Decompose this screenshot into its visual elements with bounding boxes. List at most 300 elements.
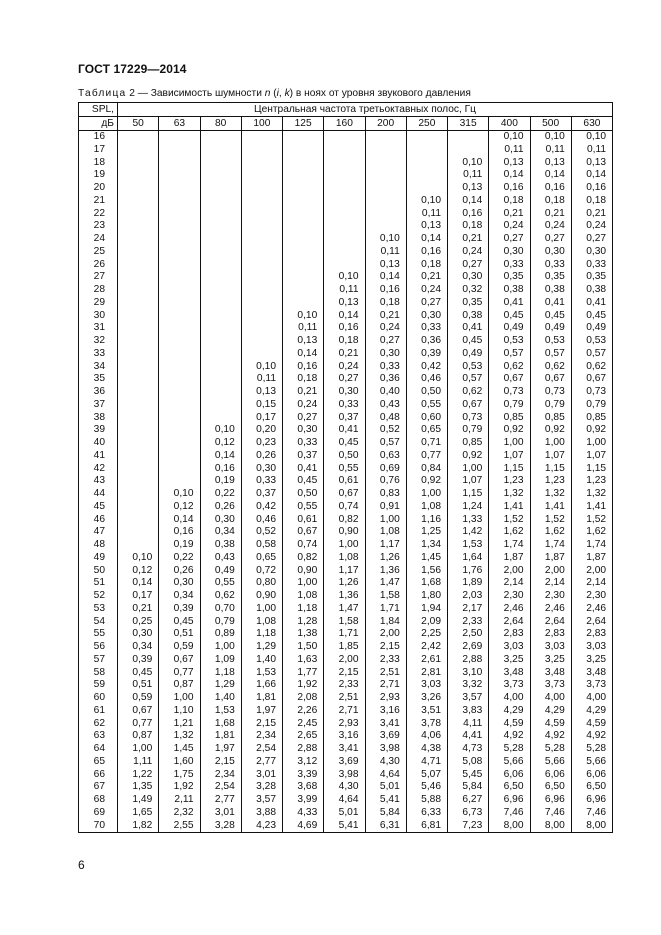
- noise-value-cell: 0,24: [530, 220, 571, 233]
- noise-value-cell: 0,50: [406, 386, 447, 399]
- noise-value-cell: 3,10: [448, 667, 489, 680]
- table-row: [79, 565, 613, 578]
- noise-value-cell: 1,23: [530, 475, 571, 488]
- noise-value-cell: 4,71: [406, 756, 447, 769]
- noise-value-cell: 6,81: [406, 820, 447, 833]
- noise-value-cell: [118, 220, 159, 233]
- noise-value-cell: 0,15: [241, 399, 282, 412]
- noise-value-cell: 0,26: [200, 501, 241, 514]
- noise-value-cell: [324, 233, 365, 246]
- noise-value-cell: 0,79: [489, 399, 530, 412]
- noise-value-cell: 0,85: [489, 412, 530, 425]
- spl-value-cell: 21: [79, 195, 118, 208]
- noise-value-cell: 1,18: [241, 628, 282, 641]
- table-row: [79, 284, 613, 297]
- noise-value-cell: [283, 271, 324, 284]
- noise-value-cell: 0,55: [200, 577, 241, 590]
- noise-value-cell: [118, 182, 159, 195]
- noise-value-cell: 1,32: [489, 488, 530, 501]
- noise-value-cell: 0,26: [241, 450, 282, 463]
- noise-value-cell: 0,14: [283, 348, 324, 361]
- noise-value-cell: 1,62: [571, 526, 612, 539]
- noise-value-cell: [283, 220, 324, 233]
- noise-value-cell: 3,28: [200, 820, 241, 833]
- noise-value-cell: [324, 220, 365, 233]
- noise-value-cell: 1,97: [200, 743, 241, 756]
- table-row: [79, 310, 613, 323]
- noise-value-cell: 0,10: [365, 233, 406, 246]
- table-row: [79, 628, 613, 641]
- noise-value-cell: 0,14: [200, 450, 241, 463]
- noise-value-cell: 2,33: [324, 679, 365, 692]
- noise-value-cell: 0,49: [571, 322, 612, 335]
- noise-value-cell: 0,18: [283, 373, 324, 386]
- noise-value-cell: 0,16: [571, 182, 612, 195]
- noise-value-cell: 0,34: [200, 526, 241, 539]
- noise-value-cell: 1,76: [448, 565, 489, 578]
- noise-value-cell: 1,52: [571, 514, 612, 527]
- caption-symbol: n: [264, 88, 271, 99]
- noise-value-cell: [406, 182, 447, 195]
- noise-value-cell: 0,10: [200, 424, 241, 437]
- spl-value-cell: 63: [79, 730, 118, 743]
- page-number: 6: [78, 858, 85, 872]
- table-row: [79, 424, 613, 437]
- noise-value-cell: 0,33: [406, 322, 447, 335]
- noise-value-cell: [118, 526, 159, 539]
- noise-value-cell: [118, 297, 159, 310]
- spl-value-cell: 45: [79, 501, 118, 514]
- spl-value-cell: 33: [79, 348, 118, 361]
- noise-value-cell: [283, 169, 324, 182]
- noise-value-cell: 5,84: [448, 781, 489, 794]
- noise-value-cell: 2,15: [200, 756, 241, 769]
- noise-value-cell: [365, 208, 406, 221]
- noise-value-cell: 2,88: [448, 654, 489, 667]
- table-row: [79, 552, 613, 565]
- spl-value-cell: 44: [79, 488, 118, 501]
- noise-value-cell: 1,60: [159, 756, 200, 769]
- noise-value-cell: [324, 144, 365, 157]
- table-row: [79, 169, 613, 182]
- noise-value-cell: 7,46: [530, 807, 571, 820]
- noise-value-cell: 0,67: [159, 654, 200, 667]
- noise-value-cell: 4,06: [406, 730, 447, 743]
- noise-value-cell: [324, 182, 365, 195]
- noise-value-cell: 0,85: [571, 412, 612, 425]
- noise-value-cell: 0,38: [200, 539, 241, 552]
- noise-value-cell: 2,00: [571, 565, 612, 578]
- noise-value-cell: 1,77: [283, 667, 324, 680]
- noise-value-cell: 1,94: [406, 603, 447, 616]
- noise-value-cell: 1,41: [489, 501, 530, 514]
- noise-value-cell: 1,26: [324, 577, 365, 590]
- noise-value-cell: 0,33: [241, 475, 282, 488]
- table-row: [79, 705, 613, 718]
- noise-value-cell: 2,46: [571, 603, 612, 616]
- noise-value-cell: 1,00: [200, 641, 241, 654]
- table-row: [79, 386, 613, 399]
- noise-value-cell: 2,00: [530, 565, 571, 578]
- noise-value-cell: 0,41: [324, 424, 365, 437]
- noise-value-cell: [159, 386, 200, 399]
- table-header: [79, 103, 613, 131]
- noise-value-cell: 2,32: [159, 807, 200, 820]
- table-row: [79, 514, 613, 527]
- noise-value-cell: 1,58: [324, 616, 365, 629]
- noise-value-cell: 2,30: [530, 590, 571, 603]
- caption-var-k: k: [284, 88, 290, 99]
- noise-value-cell: [118, 310, 159, 323]
- spl-value-cell: 25: [79, 246, 118, 259]
- noise-value-cell: 0,35: [530, 271, 571, 284]
- frequency-header: 400: [489, 117, 530, 131]
- spl-value-cell: 32: [79, 335, 118, 348]
- noise-value-cell: 0,30: [241, 463, 282, 476]
- noise-value-cell: 0,35: [489, 271, 530, 284]
- noise-value-cell: 0,10: [448, 157, 489, 170]
- noise-value-cell: 4,00: [489, 692, 530, 705]
- noise-value-cell: [159, 475, 200, 488]
- noise-value-cell: 4,92: [530, 730, 571, 743]
- noise-value-cell: 2,34: [200, 769, 241, 782]
- noise-value-cell: [118, 450, 159, 463]
- noise-value-cell: 0,46: [406, 373, 447, 386]
- frequency-header: 160: [324, 117, 365, 131]
- noise-value-cell: 3,48: [489, 667, 530, 680]
- noise-value-cell: 0,14: [448, 195, 489, 208]
- spl-value-cell: 37: [79, 399, 118, 412]
- noise-value-cell: 3,88: [241, 807, 282, 820]
- noise-value-cell: 3,32: [448, 679, 489, 692]
- table-row: [79, 450, 613, 463]
- noise-value-cell: 0,21: [118, 603, 159, 616]
- noise-value-cell: 1,87: [489, 552, 530, 565]
- noise-value-cell: [159, 144, 200, 157]
- noise-value-cell: 4,30: [324, 781, 365, 794]
- noise-value-cell: [118, 144, 159, 157]
- noise-value-cell: 2,30: [571, 590, 612, 603]
- noise-value-cell: 1,35: [118, 781, 159, 794]
- noise-value-cell: 3,25: [489, 654, 530, 667]
- noise-value-cell: [159, 182, 200, 195]
- noise-value-cell: 8,00: [571, 820, 612, 833]
- spl-unit-header: дБ: [79, 117, 118, 131]
- noise-value-cell: 0,24: [365, 322, 406, 335]
- noise-value-cell: 4,64: [324, 794, 365, 807]
- noise-value-cell: 2,46: [489, 603, 530, 616]
- noise-value-cell: 0,17: [118, 590, 159, 603]
- noise-value-cell: [241, 182, 282, 195]
- noise-value-cell: 0,21: [530, 208, 571, 221]
- noise-value-cell: [283, 182, 324, 195]
- noise-value-cell: 3,69: [324, 756, 365, 769]
- document-code: ГОСТ 17229—2014: [78, 62, 187, 76]
- noise-value-cell: 3,16: [365, 705, 406, 718]
- noise-value-cell: 0,92: [571, 424, 612, 437]
- noise-value-cell: [118, 412, 159, 425]
- noise-value-cell: 2,93: [324, 718, 365, 731]
- noise-value-cell: 2,03: [448, 590, 489, 603]
- noise-value-cell: 3,68: [283, 781, 324, 794]
- noise-value-cell: 2,11: [159, 794, 200, 807]
- noise-value-cell: 0,91: [365, 501, 406, 514]
- noise-value-cell: 1,07: [489, 450, 530, 463]
- noise-value-cell: 2,64: [530, 616, 571, 629]
- noise-value-cell: 0,11: [489, 144, 530, 157]
- noise-value-cell: 2,45: [283, 718, 324, 731]
- noise-value-cell: 0,10: [159, 488, 200, 501]
- noise-value-cell: 4,64: [365, 769, 406, 782]
- noise-value-cell: [118, 335, 159, 348]
- noise-value-cell: 0,62: [200, 590, 241, 603]
- noise-value-cell: 1,21: [159, 718, 200, 731]
- noise-value-cell: 5,66: [489, 756, 530, 769]
- spl-value-cell: 50: [79, 565, 118, 578]
- noise-value-cell: 0,24: [324, 361, 365, 374]
- noise-value-cell: 1,23: [571, 475, 612, 488]
- noise-value-cell: 1,71: [365, 603, 406, 616]
- noise-value-cell: 2,69: [448, 641, 489, 654]
- noise-value-cell: 1,36: [365, 565, 406, 578]
- noise-value-cell: 0,42: [406, 361, 447, 374]
- noise-value-cell: 0,58: [241, 539, 282, 552]
- noise-value-cell: 2,17: [448, 603, 489, 616]
- noise-value-cell: 1,11: [118, 756, 159, 769]
- spl-value-cell: 65: [79, 756, 118, 769]
- noise-value-cell: 1,15: [530, 463, 571, 476]
- noise-value-cell: [241, 195, 282, 208]
- noise-value-cell: 0,59: [159, 641, 200, 654]
- noise-value-cell: 0,34: [118, 641, 159, 654]
- noise-value-cell: [118, 539, 159, 552]
- caption-paren-open: (: [270, 88, 277, 99]
- noise-value-cell: 4,30: [365, 756, 406, 769]
- noise-value-cell: [200, 335, 241, 348]
- noise-value-cell: [118, 195, 159, 208]
- noise-value-cell: 2,65: [283, 730, 324, 743]
- noise-value-cell: 0,38: [571, 284, 612, 297]
- noise-value-cell: [118, 488, 159, 501]
- noise-value-cell: [241, 335, 282, 348]
- noise-value-cell: 3,12: [283, 756, 324, 769]
- noise-value-cell: [200, 144, 241, 157]
- noise-value-cell: [118, 246, 159, 259]
- noise-value-cell: 0,92: [489, 424, 530, 437]
- noise-value-cell: 1,32: [530, 488, 571, 501]
- spl-value-cell: 24: [79, 233, 118, 246]
- noise-value-cell: 7,46: [489, 807, 530, 820]
- noise-value-cell: 0,79: [200, 616, 241, 629]
- noise-value-cell: 0,60: [406, 412, 447, 425]
- table-row: [79, 501, 613, 514]
- table-row: [79, 475, 613, 488]
- noise-value-cell: [159, 157, 200, 170]
- noise-value-cell: [200, 271, 241, 284]
- caption-comma: ,: [278, 88, 285, 99]
- noise-value-cell: 1,85: [324, 641, 365, 654]
- noise-value-cell: 0,83: [365, 488, 406, 501]
- noise-value-cell: [159, 195, 200, 208]
- noise-value-cell: 2,15: [241, 718, 282, 731]
- noise-value-cell: 0,84: [406, 463, 447, 476]
- noise-value-cell: 3,03: [489, 641, 530, 654]
- noise-value-cell: 1,50: [283, 641, 324, 654]
- noise-value-cell: [200, 322, 241, 335]
- table-row: [79, 603, 613, 616]
- noise-value-cell: 0,45: [118, 667, 159, 680]
- noise-value-cell: 0,18: [489, 195, 530, 208]
- noise-value-cell: 2,26: [283, 705, 324, 718]
- frequency-header: 630: [571, 117, 612, 131]
- noise-value-cell: 1,00: [241, 603, 282, 616]
- noise-value-cell: [200, 297, 241, 310]
- noise-value-cell: 0,13: [530, 157, 571, 170]
- noise-value-cell: [406, 169, 447, 182]
- noise-value-cell: 1,15: [448, 488, 489, 501]
- table-row: [79, 399, 613, 412]
- noise-value-cell: 0,13: [324, 297, 365, 310]
- table-row: [79, 692, 613, 705]
- noise-value-cell: 0,90: [324, 526, 365, 539]
- noise-value-cell: 0,39: [406, 348, 447, 361]
- noise-value-cell: [365, 131, 406, 144]
- spl-value-cell: 23: [79, 220, 118, 233]
- noise-value-cell: [241, 220, 282, 233]
- noise-value-cell: 0,11: [530, 144, 571, 157]
- noise-value-cell: 0,21: [324, 348, 365, 361]
- noise-value-cell: 0,67: [118, 705, 159, 718]
- noise-value-cell: 0,27: [283, 412, 324, 425]
- noise-value-cell: 0,37: [241, 488, 282, 501]
- noise-value-cell: 3,03: [530, 641, 571, 654]
- noise-value-cell: [159, 233, 200, 246]
- noise-value-cell: 0,30: [200, 514, 241, 527]
- noise-value-cell: 0,73: [530, 386, 571, 399]
- noise-value-cell: 6,73: [448, 807, 489, 820]
- noise-value-cell: 4,29: [571, 705, 612, 718]
- noise-value-cell: 1,62: [530, 526, 571, 539]
- caption-text-after: ) в ноях от уровня звукового давления: [289, 88, 471, 99]
- noise-value-cell: 0,12: [159, 501, 200, 514]
- noise-value-cell: 6,31: [365, 820, 406, 833]
- noise-value-cell: [118, 284, 159, 297]
- noise-value-cell: 3,25: [530, 654, 571, 667]
- noise-value-cell: [283, 157, 324, 170]
- noise-value-cell: [406, 131, 447, 144]
- noise-value-cell: 4,33: [283, 807, 324, 820]
- noise-value-cell: [159, 297, 200, 310]
- noise-value-cell: 1,09: [200, 654, 241, 667]
- spl-value-cell: 49: [79, 552, 118, 565]
- noise-value-cell: [200, 208, 241, 221]
- noise-value-cell: 0,13: [283, 335, 324, 348]
- noise-value-cell: [118, 475, 159, 488]
- noise-value-cell: 2,54: [200, 781, 241, 794]
- spl-value-cell: 55: [79, 628, 118, 641]
- noise-value-cell: 0,13: [365, 259, 406, 272]
- noise-value-cell: 1,58: [365, 590, 406, 603]
- noise-value-cell: 2,25: [406, 628, 447, 641]
- noise-value-cell: 0,18: [448, 220, 489, 233]
- frequency-header: 500: [530, 117, 571, 131]
- noise-value-cell: 0,49: [489, 322, 530, 335]
- noise-value-cell: 0,11: [324, 284, 365, 297]
- noise-value-cell: 1,28: [283, 616, 324, 629]
- noise-value-cell: 2,09: [406, 616, 447, 629]
- noise-value-cell: 0,19: [200, 475, 241, 488]
- noise-value-cell: 0,73: [571, 386, 612, 399]
- noise-value-cell: 0,39: [118, 654, 159, 667]
- noise-value-cell: 0,13: [571, 157, 612, 170]
- noise-value-cell: 5,41: [365, 794, 406, 807]
- noise-value-cell: 2,54: [241, 743, 282, 756]
- noise-value-cell: 0,42: [241, 501, 282, 514]
- table-row: [79, 769, 613, 782]
- noise-value-cell: 0,14: [118, 577, 159, 590]
- noise-value-cell: 0,73: [489, 386, 530, 399]
- noise-value-cell: 0,10: [530, 131, 571, 144]
- table-row: [79, 373, 613, 386]
- noise-value-cell: 2,00: [324, 654, 365, 667]
- noise-value-cell: 1,52: [530, 514, 571, 527]
- spl-value-cell: 41: [79, 450, 118, 463]
- noise-value-cell: 0,77: [118, 718, 159, 731]
- table-row: [79, 616, 613, 629]
- noise-value-cell: [118, 424, 159, 437]
- noise-value-cell: 0,49: [200, 565, 241, 578]
- noise-value-cell: [159, 450, 200, 463]
- noise-value-cell: 2,14: [571, 577, 612, 590]
- noise-value-cell: 1,10: [159, 705, 200, 718]
- noise-value-cell: [118, 361, 159, 374]
- noise-value-cell: 0,79: [530, 399, 571, 412]
- table-row: [79, 794, 613, 807]
- noise-value-cell: [283, 246, 324, 259]
- table-row: [79, 322, 613, 335]
- noise-value-cell: 0,38: [530, 284, 571, 297]
- noise-value-cell: 2,08: [283, 692, 324, 705]
- noise-value-cell: 1,68: [406, 577, 447, 590]
- noise-value-cell: 0,24: [406, 284, 447, 297]
- table-row: [79, 718, 613, 731]
- noise-value-cell: [241, 348, 282, 361]
- noise-value-cell: 0,41: [489, 297, 530, 310]
- noise-value-cell: 0,26: [159, 565, 200, 578]
- noise-value-cell: 1,18: [283, 603, 324, 616]
- table-row: [79, 743, 613, 756]
- spl-value-cell: 34: [79, 361, 118, 374]
- noise-value-cell: [200, 361, 241, 374]
- noise-value-cell: [118, 322, 159, 335]
- noise-value-cell: 0,14: [406, 233, 447, 246]
- noise-value-cell: 1,84: [365, 616, 406, 629]
- noise-value-cell: [365, 195, 406, 208]
- spl-value-cell: 70: [79, 820, 118, 833]
- noise-value-cell: [241, 322, 282, 335]
- noise-value-cell: 0,45: [159, 616, 200, 629]
- noise-value-cell: [200, 169, 241, 182]
- noise-value-cell: 3,01: [200, 807, 241, 820]
- noise-value-cell: 4,59: [571, 718, 612, 731]
- spl-value-cell: 31: [79, 322, 118, 335]
- noise-value-cell: [118, 501, 159, 514]
- noise-value-cell: 0,27: [448, 259, 489, 272]
- noise-value-cell: [159, 412, 200, 425]
- noise-value-cell: [448, 131, 489, 144]
- noise-value-cell: 0,20: [241, 424, 282, 437]
- noise-value-cell: 1,49: [118, 794, 159, 807]
